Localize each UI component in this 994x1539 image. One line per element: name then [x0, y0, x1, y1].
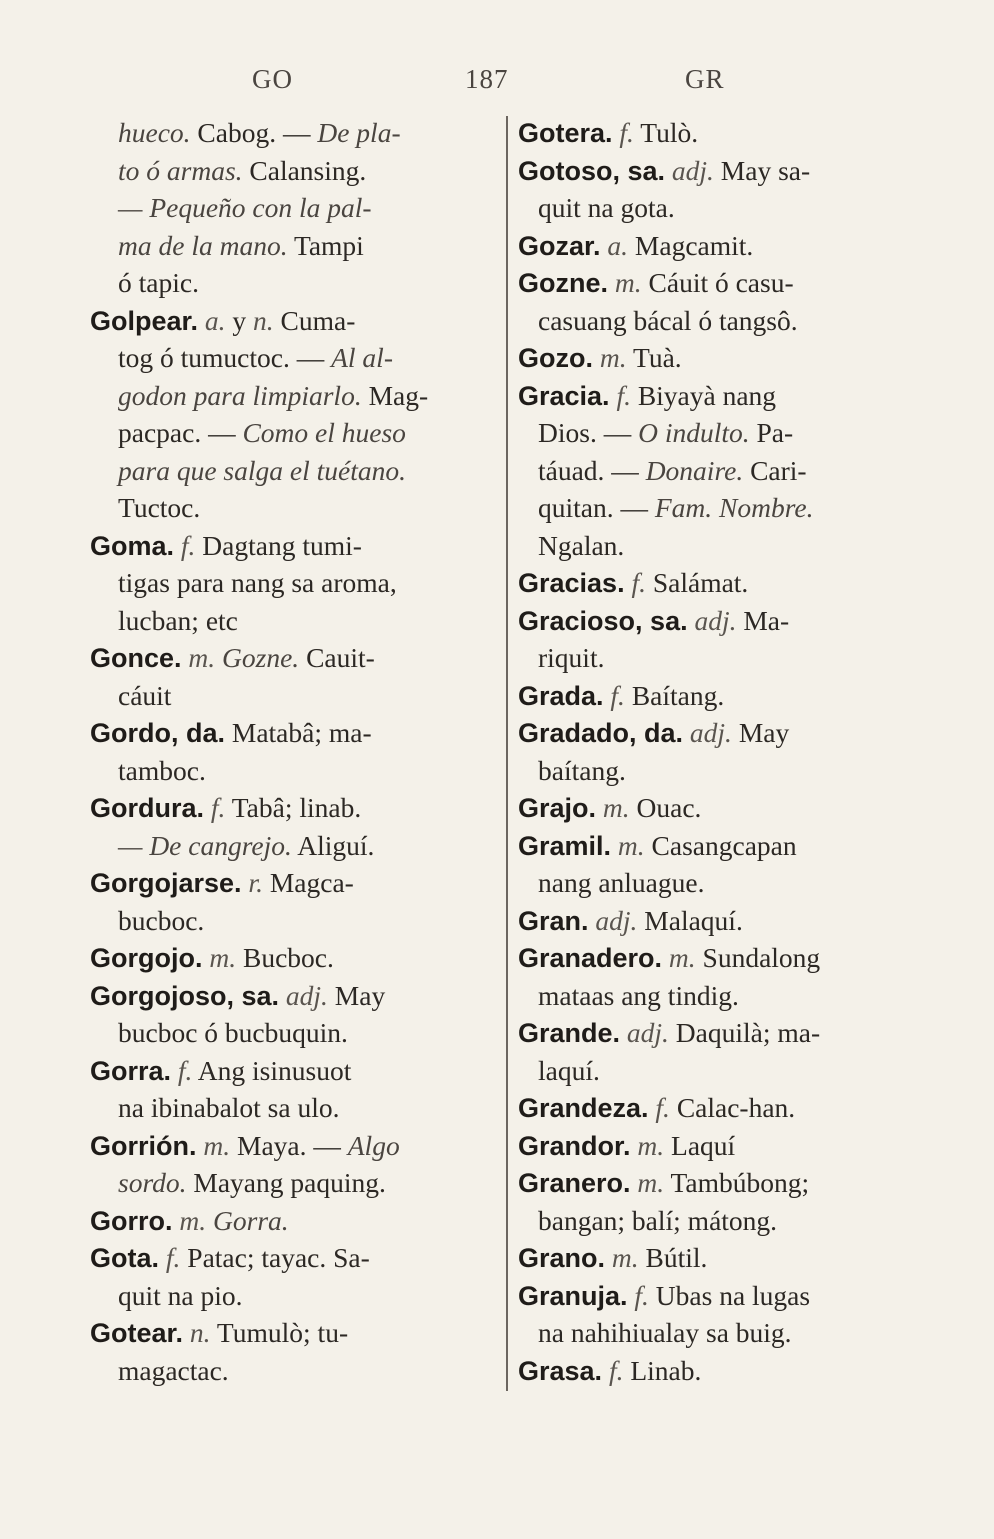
definition-text: Ubas na lugas: [648, 1279, 811, 1311]
definition-text: bucboc.: [118, 904, 205, 936]
entry-line: [90, 1239, 485, 1277]
headword: Grasa.: [518, 1355, 603, 1386]
entry-line: [518, 752, 918, 790]
entry-line: [90, 1127, 485, 1165]
entry-line: [90, 1052, 485, 1090]
grammar-label: f.: [627, 1279, 649, 1311]
headword: Gordo, da.: [90, 718, 225, 748]
definition-text: tigas para nang sa aroma,: [118, 567, 397, 598]
entry-line: [518, 1314, 918, 1352]
grammar-label: m.: [202, 942, 237, 973]
page-number: 187: [465, 64, 509, 94]
grammar-label: n.: [183, 1317, 211, 1348]
grammar-label: adj.: [665, 154, 714, 186]
definition-text: Malaquí.: [637, 904, 743, 936]
definition-text: Calansing.: [242, 154, 367, 186]
headword: Granadero.: [518, 943, 663, 973]
definition-text: Dios. —: [538, 417, 639, 448]
grammar-label: f.: [204, 792, 226, 823]
entry-line: [518, 414, 918, 452]
definition-text: quit na gota.: [538, 192, 675, 223]
entry-line: [90, 339, 485, 377]
entry-line: [90, 1164, 485, 1202]
entry-line: [518, 789, 918, 827]
entry-line: [518, 639, 918, 677]
entry-line: [518, 1164, 918, 1202]
definition-text: Cabog. —: [190, 117, 318, 148]
headword: Gorra.: [90, 1055, 172, 1086]
italic-gloss: ma de la mano.: [118, 229, 288, 261]
definition-text: Magcamit.: [628, 229, 754, 261]
entry-line: [90, 189, 485, 227]
entry-line: [518, 1052, 918, 1090]
definition-text: May sa-: [713, 154, 811, 186]
headword: Gotoso, sa.: [518, 155, 666, 186]
grammar-label: adj.: [620, 1017, 669, 1048]
italic-gloss: O indulto.: [638, 417, 750, 448]
entry-line: [518, 1202, 918, 1240]
grammar-label: f.: [602, 1354, 624, 1386]
entry-line: [90, 227, 485, 265]
definition-text: casuang bácal ó tangsô.: [538, 304, 798, 336]
entry-line: [518, 1239, 918, 1277]
headword: Grano.: [518, 1243, 606, 1273]
entry-line: [518, 189, 918, 227]
grammar-label: m.: [608, 267, 642, 298]
page-header: [0, 64, 994, 104]
definition-text: Cuma-: [273, 304, 356, 336]
italic-gloss: para que salga el tuétano.: [118, 454, 406, 486]
italic-gloss: hueco.: [118, 117, 191, 148]
grammar-label: r.: [241, 867, 263, 898]
entry-line: [518, 339, 918, 377]
definition-text: Magca-: [262, 867, 354, 898]
grammar-label: m.: [172, 1204, 207, 1236]
definition-text: táuad. —: [538, 454, 646, 486]
italic-gloss: Gorra.: [206, 1204, 289, 1236]
headword: Gorrión.: [90, 1130, 197, 1161]
entry-line: [518, 602, 918, 640]
definition-text: Ngalan.: [538, 529, 625, 561]
entry-line: [90, 152, 485, 190]
definition-text: Pa-: [749, 417, 794, 448]
definition-text: bucboc ó bucbuquin.: [118, 1017, 348, 1048]
entry-line: [90, 1202, 485, 1240]
definition-text: Dagtang tumi-: [195, 529, 362, 561]
grammar-label: m.: [596, 792, 630, 823]
grammar-label: f.: [624, 567, 646, 598]
entry-line: [90, 527, 485, 565]
grammar-label: f.: [603, 679, 625, 711]
headword: Gozne.: [518, 268, 609, 298]
headword: Gracia.: [518, 380, 610, 411]
headword: Gordura.: [90, 793, 205, 823]
grammar-label: m.: [196, 1129, 231, 1161]
right-column: [518, 114, 918, 1389]
headword: Golpear.: [90, 305, 199, 336]
italic-gloss: — De cangrejo.: [118, 829, 292, 861]
definition-text: Bucboc.: [236, 942, 334, 973]
entry-line: [90, 302, 485, 340]
definition-text: Sundalong: [695, 942, 821, 973]
entry-line: [90, 639, 485, 677]
definition-text: cáuit: [118, 679, 172, 711]
headword: Goma.: [90, 530, 175, 561]
definition-text: tog ó tumuctoc. —: [118, 342, 332, 373]
grammar-label: n.: [253, 304, 274, 336]
headword: Grada.: [518, 680, 604, 711]
entry-line: [90, 1014, 485, 1052]
definition-text: lucban; etc: [118, 604, 238, 636]
definition-text: Baítang.: [624, 679, 725, 711]
definition-text: Linab.: [623, 1354, 702, 1386]
headword: Grandeza.: [518, 1093, 649, 1123]
entry-line: [90, 1277, 485, 1315]
headword: Gorgojarse.: [90, 868, 242, 898]
headword: Gotera.: [518, 118, 613, 148]
grammar-label: a.: [600, 229, 629, 261]
headword: Gota.: [90, 1243, 160, 1273]
italic-gloss: Fam. Nombre.: [654, 492, 814, 523]
entry-line: [90, 714, 485, 752]
definition-text: baítang.: [538, 754, 626, 786]
italic-gloss: — Pequeño con la pal-: [118, 192, 372, 223]
definition-text: Patac; tayac. Sa-: [180, 1242, 370, 1273]
entry-line: [90, 939, 485, 977]
definition-text: Laquí: [664, 1129, 736, 1161]
definition-text: riquit.: [538, 642, 605, 673]
definition-text: Cari-: [743, 454, 807, 486]
entry-line: [518, 452, 918, 490]
grammar-label: m.: [593, 342, 627, 373]
headword: Gorgojoso, sa.: [90, 980, 280, 1011]
headword: Grajo.: [518, 793, 597, 823]
definition-text: Biyayà nang: [630, 379, 777, 411]
definition-text: tamboc.: [118, 754, 206, 786]
italic-gloss: Algo: [347, 1129, 400, 1161]
entry-line: [90, 564, 485, 602]
grammar-label: m.: [605, 1242, 639, 1273]
definition-text: Cauit-: [299, 642, 375, 673]
definition-text: Maya. —: [230, 1129, 348, 1161]
entry-line: [518, 489, 918, 527]
headword: Gotear.: [90, 1318, 184, 1348]
header-left-guideword: GO: [252, 64, 293, 94]
definition-text: Bútil.: [638, 1242, 708, 1273]
headword: Grandor.: [518, 1130, 631, 1161]
definition-text: quitan. —: [538, 492, 655, 523]
entry-line: [518, 227, 918, 265]
entry-line: [90, 977, 485, 1015]
headword: Gorgojo.: [90, 943, 203, 973]
grammar-label: adj.: [588, 904, 638, 936]
entry-line: [90, 677, 485, 715]
definition-text: Aliguí.: [291, 829, 375, 861]
italic-gloss: godon para limpiarlo.: [118, 379, 362, 411]
entry-line: [518, 1014, 918, 1052]
grammar-label: m.: [630, 1129, 665, 1161]
entry-line: [518, 114, 918, 152]
grammar-label: adj.: [279, 979, 328, 1011]
entry-line: [90, 902, 485, 940]
entry-line: [518, 1277, 918, 1315]
definition-text: na nahihiualay sa buig.: [538, 1317, 792, 1348]
italic-gloss: Como el hueso: [242, 417, 406, 448]
definition-text: Salámat.: [645, 567, 749, 598]
entry-line: [518, 902, 918, 940]
entry-line: [90, 452, 485, 490]
grammar-label: adj.: [683, 717, 732, 748]
headword: Granero.: [518, 1168, 631, 1198]
headword: Grande.: [518, 1018, 621, 1048]
headword: Gozar.: [518, 230, 601, 261]
grammar-label: adj.: [687, 604, 737, 636]
definition-text: Tumulò; tu-: [210, 1317, 349, 1348]
entry-line: [518, 152, 918, 190]
definition-text: mataas ang tindig.: [538, 979, 739, 1011]
entry-line: [90, 114, 485, 152]
grammar-label: f.: [648, 1092, 670, 1123]
definition-text: Tampi: [287, 229, 364, 261]
grammar-label: m.: [630, 1167, 665, 1198]
headword: Gracioso, sa.: [518, 605, 688, 636]
header-right-guideword: GR: [685, 64, 725, 94]
entry-line: [518, 264, 918, 302]
definition-text: Casangcapan: [644, 829, 797, 861]
entry-line: [518, 377, 918, 415]
definition-text: pacpac. —: [118, 417, 243, 448]
entry-line: [518, 714, 918, 752]
definition-text: Cáuit ó casu-: [641, 267, 794, 298]
headword: Gozo.: [518, 343, 593, 373]
italic-gloss: De pla-: [317, 117, 401, 148]
definition-text: bangan; balí; mátong.: [538, 1204, 778, 1236]
definition-text: laquí.: [538, 1054, 600, 1086]
definition-text: May: [731, 717, 790, 748]
definition-text: Ang isinusuot: [192, 1054, 352, 1086]
grammar-label: f.: [609, 379, 631, 411]
entry-line: [90, 489, 485, 527]
definition-text: Matabâ; ma-: [225, 717, 372, 748]
grammar-label: f.: [174, 529, 196, 561]
entry-line: [518, 977, 918, 1015]
grammar-label: a.: [198, 304, 226, 336]
italic-gloss: sordo.: [118, 1167, 187, 1198]
entry-line: [518, 527, 918, 565]
definition-text: Mag-: [361, 379, 429, 411]
headword: Granuja.: [518, 1280, 628, 1311]
entry-line: [90, 827, 485, 865]
definition-text: ó tapic.: [118, 267, 199, 298]
headword: Gramil.: [518, 830, 612, 861]
entry-line: [90, 264, 485, 302]
headword: Gran.: [518, 905, 589, 936]
left-column: [90, 114, 485, 1389]
definition-text: Ouac.: [629, 792, 702, 823]
entry-line: [90, 1352, 485, 1390]
headword: Gradado, da.: [518, 718, 684, 748]
grammar-label: f.: [159, 1242, 181, 1273]
grammar-label: m.: [662, 942, 696, 973]
italic-gloss: Al al-: [331, 342, 393, 373]
definition-text: Mayang paquing.: [186, 1167, 386, 1198]
definition-text: Daquilà; ma-: [668, 1017, 821, 1048]
entry-line: [90, 789, 485, 827]
entry-line: [518, 1127, 918, 1165]
entry-line: [518, 302, 918, 340]
entry-line: [518, 677, 918, 715]
entry-line: [518, 1089, 918, 1127]
definition-text: May: [327, 979, 386, 1011]
entry-line: [90, 864, 485, 902]
definition-text: Tulò.: [633, 117, 699, 148]
headword: Gorro.: [90, 1205, 173, 1236]
entry-line: [518, 939, 918, 977]
headword: Gonce.: [90, 643, 182, 673]
definition-text: Tambúbong;: [664, 1167, 810, 1198]
italic-gloss: Donaire.: [645, 454, 744, 486]
italic-gloss: to ó armas.: [118, 154, 243, 186]
entry-line: [90, 377, 485, 415]
definition-text: Tabâ; linab.: [225, 792, 362, 823]
grammar-label: f.: [171, 1054, 193, 1086]
definition-text: y: [225, 304, 254, 336]
entry-line: [90, 414, 485, 452]
entry-line: [518, 864, 918, 902]
entry-line: [90, 602, 485, 640]
definition-text: Ma-: [736, 604, 790, 636]
italic-gloss: Gozne.: [215, 642, 300, 673]
entry-line: [90, 752, 485, 790]
headword: Gracias.: [518, 568, 625, 598]
definition-text: Tuctoc.: [118, 492, 201, 523]
entry-line: [90, 1089, 485, 1127]
definition-text: magactac.: [118, 1354, 229, 1386]
definition-text: Tuà.: [626, 342, 682, 373]
entry-line: [518, 827, 918, 865]
entry-line: [90, 1314, 485, 1352]
definition-text: na ibinabalot sa ulo.: [118, 1092, 340, 1123]
entry-line: [518, 1352, 918, 1390]
entry-line: [518, 564, 918, 602]
grammar-label: m.: [181, 642, 216, 673]
definition-text: quit na pio.: [118, 1279, 243, 1311]
grammar-label: f.: [612, 117, 634, 148]
definition-text: Calac-han.: [669, 1092, 796, 1123]
column-divider: [506, 116, 508, 1391]
grammar-label: m.: [611, 829, 645, 861]
definition-text: nang anluague.: [538, 867, 705, 898]
